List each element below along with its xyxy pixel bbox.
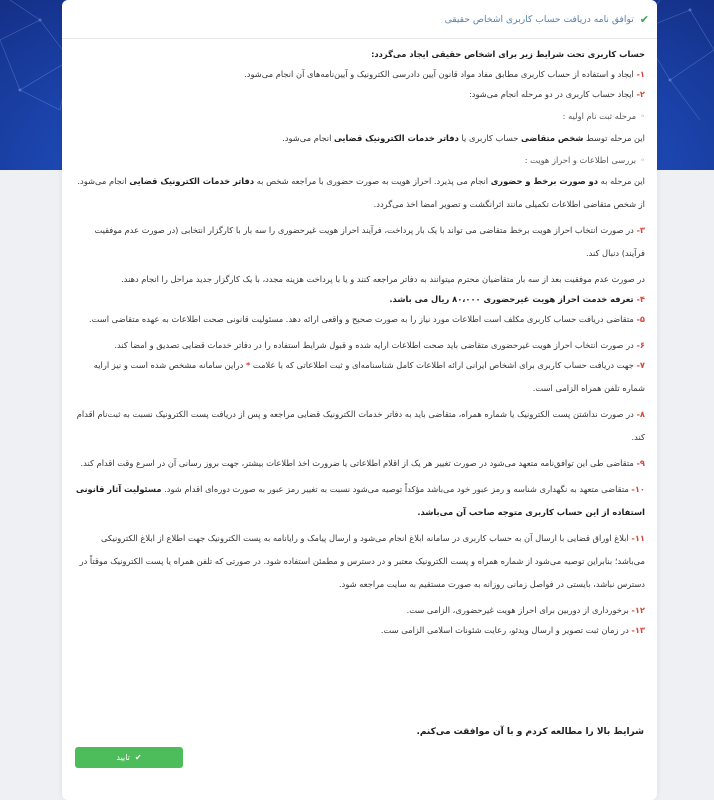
card-header xyxy=(62,0,657,39)
item-5: ۵- متقاضی دریافت حساب کاربری مکلف است اطلاعات مورد نیاز را به صورت صحیح و واقعی ارائه دهد. مسئولیت قانونی صحت اطلاعات به عهده متقاضی است. xyxy=(88,314,645,324)
bullet-icon: ◦ xyxy=(640,111,645,121)
step-1-text: این مرحله توسط شخص متقاضی حساب کاربری یا دفاتر خدمات الکترونیک قضایی انجام می‌شود. xyxy=(282,133,645,143)
confirm-button-label: تایید xyxy=(116,753,130,762)
check-icon: ✔ xyxy=(639,12,649,26)
confirm-button[interactable] xyxy=(75,747,183,768)
item-11: ۱۱- ابلاغ اوراق قضایی با ارسال آن به حساب کاربری در سامانه ابلاغ انجام می‌شود و ارسال پیامک و رایانامه به پست الکترونیک جهت اطلاع از ابلاغ الکترونیکی می‌باشد؛ بنابراین توصیه می‌شود از شماره همراه و پست الکترونیک معتبر و در دسترس و مطمئن استفاده شود. در صورتی که تلفن همراه یا پست الکترونیک موقتاً در دسترس نباشد، بایستی در فواصل زمانی روزانه به صورت مستقیم به سایت مراجعه شود. xyxy=(79,533,645,589)
step-2-heading: ◦بررسی اطلاعات و احراز هویت : xyxy=(524,155,645,165)
agreement-card xyxy=(62,0,657,800)
page-title: توافق نامه دریافت حساب کاربری اشخاص حقیقی xyxy=(444,13,634,25)
agree-statement: شرایط بالا را مطالعه کردم و با آن موافقت می‌کنم. xyxy=(416,727,644,737)
item-7: ۷- جهت دریافت حساب کاربری برای اشخاص ایرانی ارائه اطلاعات کامل شناسنامه‌ای و ثبت اطلاعاتی که با علامت * دراین سامانه مشخص شده است و نیز ارایه شماره تلفن همراه الزامی است. xyxy=(93,360,645,393)
item-9: ۹- متقاضی طی این توافق‌نامه متعهد می‌شود در صورت تغییر هر یک از اقلام اطلاعاتی یا ضرورت اخذ اطلاعات بیشتر، جهت بروز رسانی آن در اسرع وقت اقدام کند. xyxy=(80,458,645,468)
item-1: ۱- ایجاد و استفاده از حساب کاربری مطابق مفاد مواد قانون آیین دادرسی الکترونیک و آیین‌نامه‌های آن انجام می‌شود. xyxy=(244,69,645,79)
item-4: ۴- تعرفه خدمت احراز هویت غیرحضوری ۸۰،۰۰۰ ریال می باشد. xyxy=(389,294,645,304)
agreement-content xyxy=(62,48,657,636)
item-3: ۳- در صورت انتخاب احراز هویت برخط متقاضی می تواند با یک بار پرداخت، فرآیند احراز هویت غیرحضوری را سه بار با کارگزار انتخابی (در صورت عدم موفقیت فرآیند) دنبال کند. xyxy=(94,225,645,258)
step-2-text: این مرحله به دو صورت برخط و حضوری انجام می پذیرد. احراز هویت به صورت حضوری با مراجعه شخص به دفاتر خدمات الکترونیک قضایی انجام می‌شود. از شخص متقاضی اطلاعات تکمیلی مانند اثرانگشت و تصویر امضا اخذ می‌گردد. xyxy=(77,176,645,209)
intro-text: حساب کاربری تحت شرایط زیر برای اشخاص حقیقی ایجاد می‌گردد: xyxy=(371,49,645,59)
item-2: ۲- ایجاد حساب کاربری در دو مرحله انجام می‌شود: xyxy=(468,89,645,99)
step-1-heading: ◦مرحله ثبت نام اولیه : xyxy=(562,111,645,121)
item-10: ۱۰- متقاضی متعهد به نگهداری شناسه و رمز عبور خود می‌باشد مؤکداً توصیه می‌شود نسبت به تغییر رمز عبور به صورت دوره‌ای اقدام شود. مسئولیت آثار قانونی استفاده از این حساب کاربری متوجه صاحب آن می‌باشد. xyxy=(76,484,645,517)
item-8: ۸- در صورت نداشتن پست الکترونیک یا شماره همراه، متقاضی باید به دفاتر خدمات الکترونیک قضایی مراجعه و پس از دریافت پست الکترونیک نسبت به ثبت‌نام اقدام کند. xyxy=(76,409,645,442)
item-6: ۶- در صورت انتخاب احراز هویت غیرحضوری متقاضی باید صحت اطلاعات ارایه شده و قبول شرایط استفاده را در دفاتر خدمات قضایی تصدیق و امضا کند. xyxy=(114,340,645,350)
item-13: ۱۳- در زمان ثبت تصویر و ارسال ویدئو، رعایت شئونات اسلامی الزامی ست. xyxy=(380,625,645,635)
check-icon: ✔ xyxy=(134,753,142,762)
item-12: ۱۲- برخورداری از دوربین برای احراز هویت غیرحضوری، الزامی ست. xyxy=(406,605,645,615)
item-3-extra: در صورت عدم موفقیت بعد از سه بار متقاضیان محترم میتوانند به دفاتر مراجعه کنند و یا با پرداخت هزینه مجدد، با یک کارگزار جدید مراحل را انجام دهند. xyxy=(121,274,645,284)
bullet-icon: ◦ xyxy=(640,155,645,165)
